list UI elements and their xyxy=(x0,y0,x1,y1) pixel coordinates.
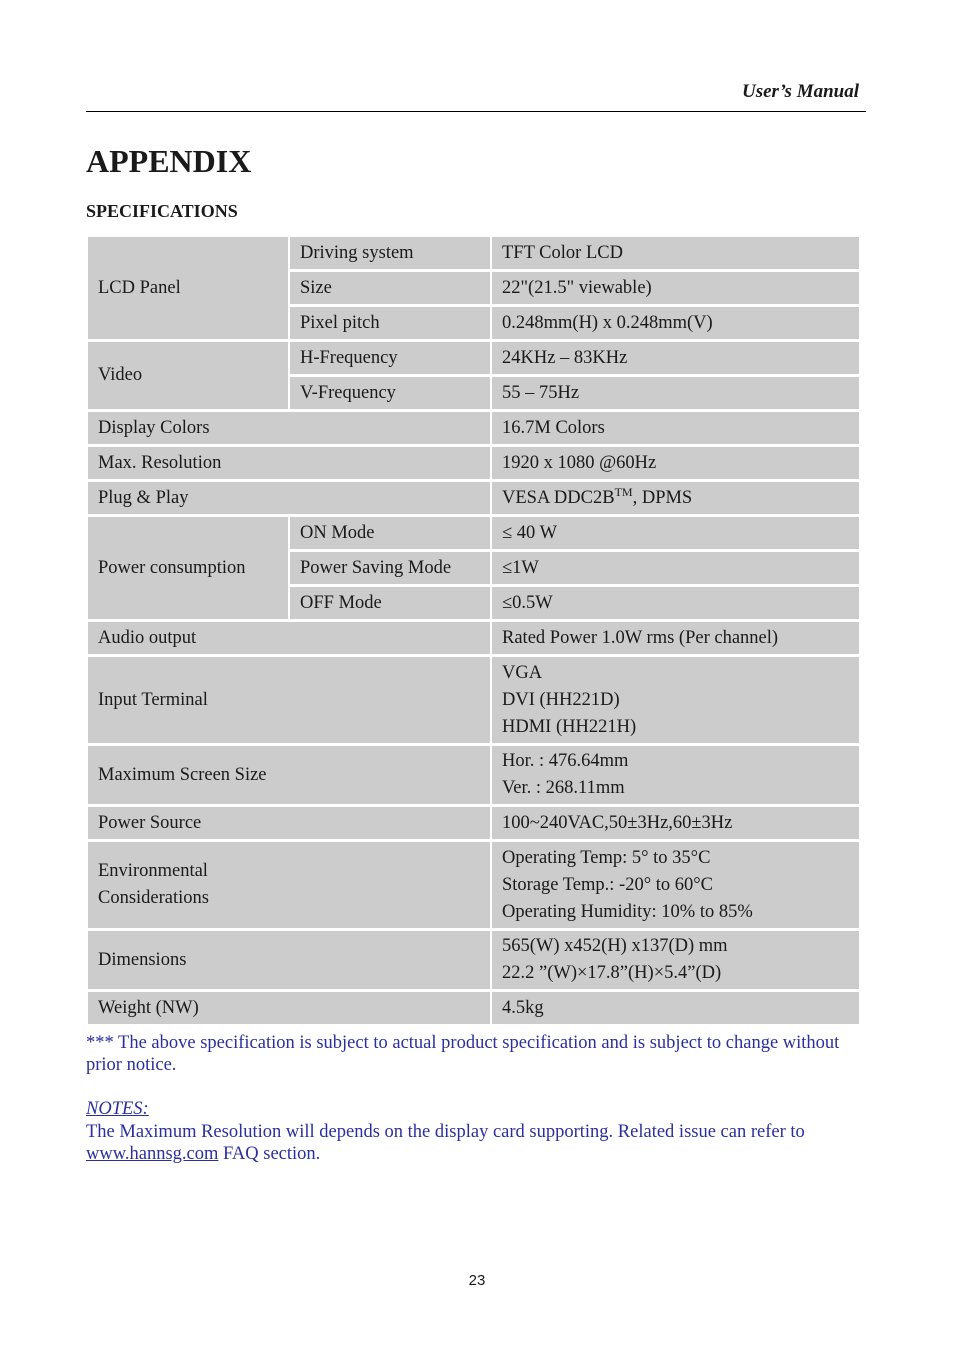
table-row xyxy=(88,807,859,839)
table-row xyxy=(88,517,859,549)
disclaimer-note: *** The above specification is subject to actual product specification and is subject to change without prior notice. xyxy=(86,1033,840,1075)
spec-label: Audio output xyxy=(88,622,490,654)
trademark-superscript: TM xyxy=(614,484,633,499)
spec-value: 0.248mm(H) x 0.248mm(V) xyxy=(492,307,859,339)
spec-value: 55 – 75Hz xyxy=(492,377,859,409)
spec-value: 4.5kg xyxy=(492,992,859,1024)
spec-value: 100~240VAC,50±3Hz,60±3Hz xyxy=(492,807,859,839)
spec-value: ≤1W xyxy=(492,552,859,584)
manual-title: User’s Manual xyxy=(741,81,859,102)
spec-sublabel: Pixel pitch xyxy=(290,307,490,339)
spec-sublabel: Size xyxy=(290,272,490,304)
table-row xyxy=(88,992,859,1024)
spec-label: Display Colors xyxy=(88,412,490,444)
spec-value: 16.7M Colors xyxy=(492,412,859,444)
table-row xyxy=(88,746,859,804)
spec-label: Input Terminal xyxy=(88,657,490,743)
spec-sublabel: Power Saving Mode xyxy=(290,552,490,584)
spec-value: VGA DVI (HH221D) HDMI (HH221H) xyxy=(492,657,859,743)
spec-label: Power consumption xyxy=(88,517,288,619)
spec-sublabel: Driving system xyxy=(290,237,490,269)
notes-text: The Maximum Resolution will depends on the display card supporting. Related issue can refer to www.hannsg.com FAQ section. xyxy=(86,1122,805,1164)
table-row xyxy=(88,622,859,654)
table-row xyxy=(88,342,859,374)
table-row xyxy=(88,842,859,928)
spec-label: Dimensions xyxy=(88,931,490,989)
table-row xyxy=(88,237,859,269)
spec-value: TFT Color LCD xyxy=(492,237,859,269)
spec-value: 565(W) x452(H) x137(D) mm 22.2 ”(W)×17.8”(H)×5.4”(D) xyxy=(492,931,859,989)
hannsg-link[interactable]: www.hannsg.com xyxy=(86,1144,219,1164)
spec-label: Power Source xyxy=(88,807,490,839)
spec-value: 24KHz – 83KHz xyxy=(492,342,859,374)
spec-value: ≤0.5W xyxy=(492,587,859,619)
spec-value: VESA DDC2B™, DPMS xyxy=(492,482,859,514)
spec-value: Rated Power 1.0W rms (Per channel) xyxy=(492,622,859,654)
table-row xyxy=(88,657,859,743)
page-heading: APPENDIX xyxy=(86,143,252,179)
spec-sublabel: OFF Mode xyxy=(290,587,490,619)
spec-sublabel: V-Frequency xyxy=(290,377,490,409)
table-row xyxy=(88,482,859,514)
spec-label: Plug & Play xyxy=(88,482,490,514)
spec-label: Video xyxy=(88,342,288,409)
table-row xyxy=(88,931,859,989)
spec-label: Environmental Considerations xyxy=(88,842,490,928)
section-heading: SPECIFICATIONS xyxy=(86,201,238,221)
spec-value: 1920 x 1080 @60Hz xyxy=(492,447,859,479)
spec-sublabel: H-Frequency xyxy=(290,342,490,374)
specifications-table xyxy=(86,234,861,1027)
spec-value: Hor. : 476.64mm Ver. : 268.11mm xyxy=(492,746,859,804)
table-row xyxy=(88,412,859,444)
header-rule xyxy=(86,111,866,112)
table-row xyxy=(88,447,859,479)
spec-label: LCD Panel xyxy=(88,237,288,339)
spec-label: Maximum Screen Size xyxy=(88,746,490,804)
spec-value: Operating Temp: 5° to 35°C Storage Temp.: -20° to 60°C Operating Humidity: 10% to 85% xyxy=(492,842,859,928)
spec-value: ≤ 40 W xyxy=(492,517,859,549)
page-number: 23 xyxy=(468,1272,486,1289)
spec-label: Max. Resolution xyxy=(88,447,490,479)
notes-label: NOTES: xyxy=(86,1099,149,1119)
spec-sublabel: ON Mode xyxy=(290,517,490,549)
spec-label: Weight (NW) xyxy=(88,992,490,1024)
spec-value: 22"(21.5" viewable) xyxy=(492,272,859,304)
